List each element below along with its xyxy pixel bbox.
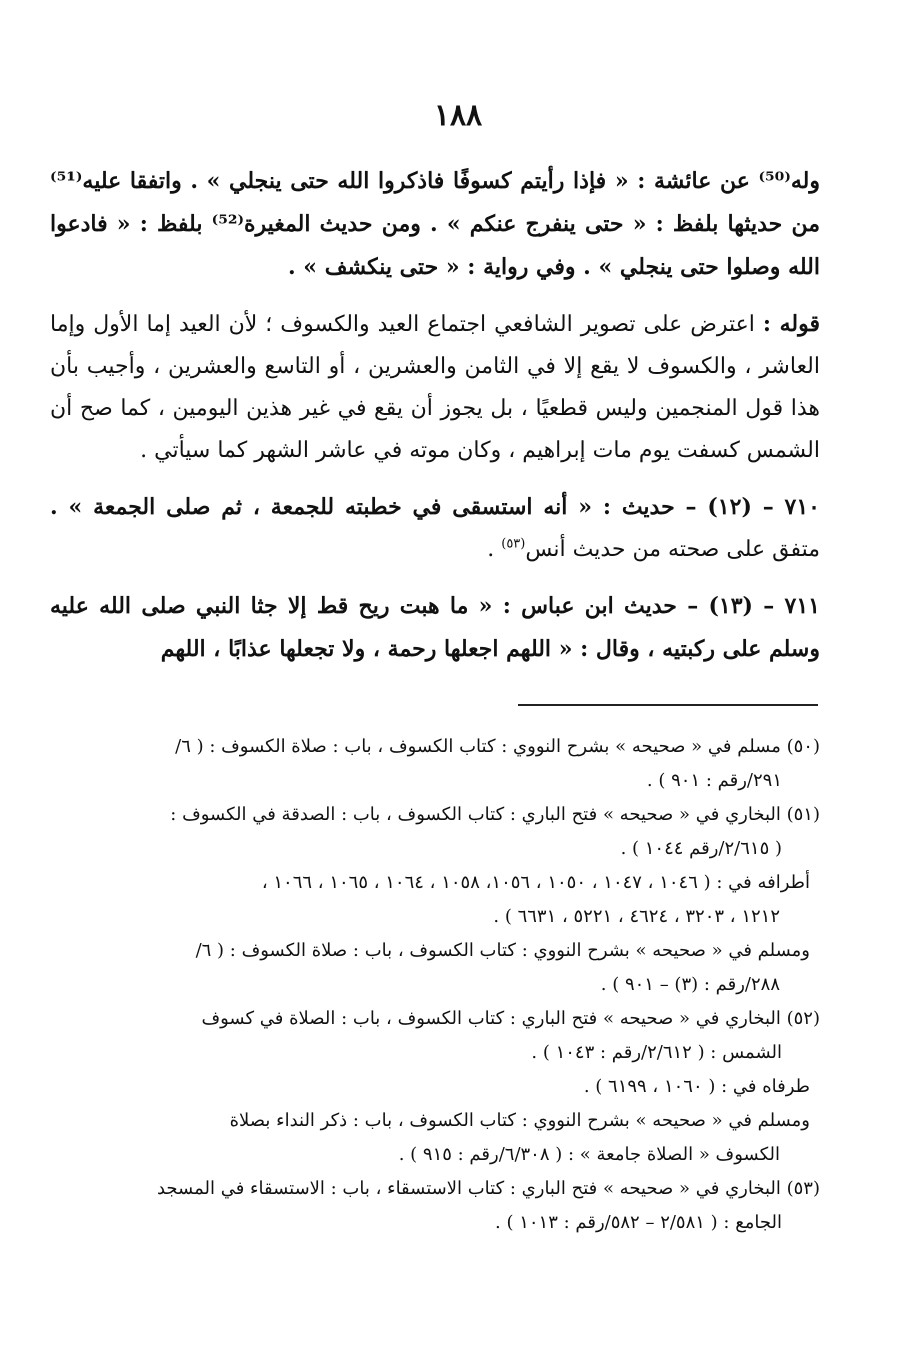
footnote-line: الجامع : ( ٢/٥٨١ – ٥٨٢/رقم : ١٠١٣ ) . xyxy=(495,1212,782,1233)
paragraph-1-text: وله⁽⁵⁰⁾ عن عائشة : « فإذا رأيتم كسوفًا فاذكروا الله حتى ينجلي » . واتفقا عليه⁽⁵¹⁾ من حديثها بلفظ : « حتى ينفرج عنكم » . ومن حديث المغيرة⁽⁵²⁾ بلفظ : « فادعوا الله وصلوا حتى ينجلي » . وفي رواية : « حتى ينكشف » . xyxy=(50,168,820,280)
footnote-51-muslim xyxy=(50,934,820,1002)
footnote-51 xyxy=(50,798,820,866)
paragraph-2 xyxy=(50,303,820,472)
footnote-separator xyxy=(518,704,818,706)
footnote-line: ٢٩١/رقم : ٩٠١ ) . xyxy=(646,770,782,791)
hadith-710-heading: ٧١٠ – (١٢) – حديث : « أنه استسقى في خطبته للجمعة ، ثم صلى الجمعة » . xyxy=(50,494,820,520)
footnote-line: الشمس : ( ٢/٦١٢/رقم : ١٠٤٣ ) . xyxy=(531,1042,782,1063)
footnote-line: (٥٣) البخاري في « صحيحه » فتح الباري : كتاب الاستسقاء ، باب : الاستسقاء في المسجد xyxy=(156,1178,820,1199)
footnote-line: ٢٨٨/رقم : (٣) – ٩٠١ ) . xyxy=(600,974,780,995)
hadith-711-text: ٧١١ – (١٣) – حديث ابن عباس : « ما هبت ريح قط إلا جثا النبي صلى الله عليه وسلم على ركبتيه ، وقال : « اللهم اجعلها رحمة ، ولا تجعلها عذابًا ، اللهم xyxy=(50,593,820,662)
footnote-line: (٥٠) مسلم في « صحيحه » بشرح النووي : كتاب الكسوف ، باب : صلاة الكسوف : ( ٦/ xyxy=(175,736,820,757)
footnote-ref-53: (٥٣) xyxy=(501,536,526,552)
footnote-53 xyxy=(50,1172,820,1240)
footnote-52-muslim xyxy=(50,1104,820,1172)
footnotes xyxy=(50,730,820,1240)
hadith-711 xyxy=(50,585,820,671)
footnote-line: ومسلم في « صحيحه » بشرح النووي : كتاب الكسوف ، باب : صلاة الكسوف : ( ٦/ xyxy=(195,940,810,961)
hadith-710-end: . xyxy=(487,537,502,562)
hadith-710-note: متفق على صحته من حديث أنس xyxy=(525,537,820,562)
footnote-line: (٥١) البخاري في « صحيحه » فتح الباري : كتاب الكسوف ، باب : الصدقة في الكسوف : xyxy=(170,804,820,825)
footnote-line: طرفاه في : ( ١٠٦٠ ، ٦١٩٩ ) . xyxy=(583,1076,810,1097)
paragraph-2-text: اعترض على تصوير الشافعي اجتماع العيد والكسوف ؛ لأن العيد إما الأول وإما العاشر ، والكسوف لا يقع إلا في الثامن والعشرين ، أو التاسع والعشرين ، وأجيب بأن هذا قول المنجمين وليس قطعيًا ، بل يجوز أن يقع في غير هذين اليومين ، كما صح أن الشمس كسفت يوم مات إبراهيم ، وكان موته في عاشر الشهر كما سيأتي . xyxy=(50,312,820,463)
footnote-line: أطرافه في : ( ١٠٤٦ ، ١٠٤٧ ، ١٠٥٠ ، ١٠٥٦، ١٠٥٨ ، ١٠٦٤ ، ١٠٦٥ ، ١٠٦٦ ، xyxy=(261,872,810,893)
footnote-52 xyxy=(50,1002,820,1070)
footnote-51-parts xyxy=(50,866,820,934)
footnote-line: ١٢١٢ ، ٣٢٠٣ ، ٤٦٢٤ ، ٥٢٢١ ، ٦٦٣١ ) . xyxy=(493,906,780,927)
main-text xyxy=(50,160,820,685)
footnote-52-parts xyxy=(50,1070,820,1104)
paragraph-1 xyxy=(50,160,820,289)
footnote-50 xyxy=(50,730,820,798)
paragraph-2-lead: قوله : xyxy=(762,311,820,337)
footnote-line: ومسلم في « صحيحه » بشرح النووي : كتاب الكسوف ، باب : ذكر النداء بصلاة xyxy=(229,1110,810,1131)
page-number: ١٨٨ xyxy=(433,98,483,133)
hadith-710 xyxy=(50,486,820,571)
footnote-line: ( ٢/٦١٥/رقم ١٠٤٤ ) . xyxy=(620,838,782,859)
footnote-line: (٥٢) البخاري في « صحيحه » فتح الباري : كتاب الكسوف ، باب : الصلاة في كسوف xyxy=(201,1008,820,1029)
footnote-line: الكسوف « الصلاة جامعة » : ( ٦/٣٠٨/رقم : ٩١٥ ) . xyxy=(398,1144,780,1165)
